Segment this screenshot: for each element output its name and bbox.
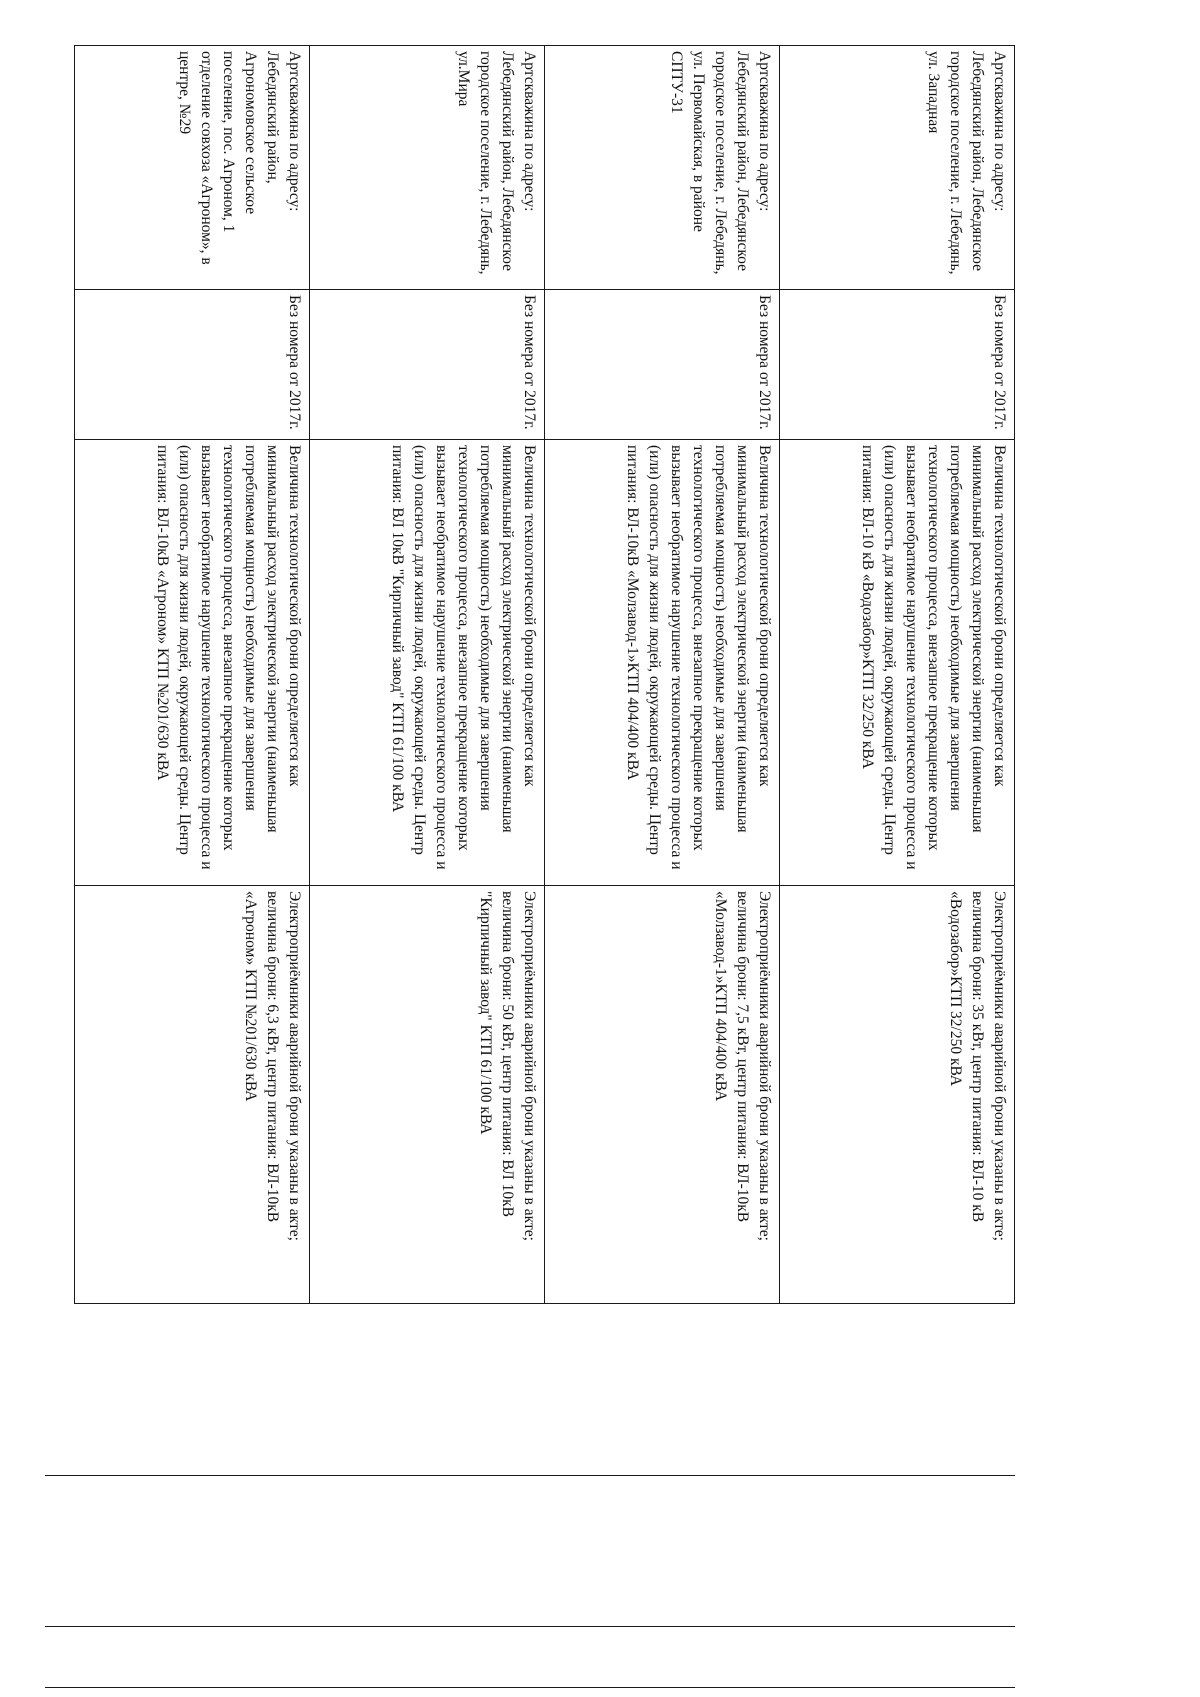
reserve-table: [74, 45, 1015, 1304]
emergency-reserve-cell: Электроприёмники аварийной брони указаны в акте; величина брони: 6,3 кВт, центр питания: ВЛ-10кВ «Агроном» КТП №201/630 кВА: [75, 886, 310, 1304]
table-row: [75, 46, 310, 1304]
address-cell: Артскважина по адресу: Лебедянский район, Лебедянское городское поселение, г. Лебедянь, ул.Мира: [310, 46, 545, 290]
act-number-cell: Без номера от 2017г.: [310, 290, 545, 440]
tech-reserve-cell: Величина технологической брони определяется как минимальный расход электрической энергии (наименьшая потребляемая мощность) необходимые для завершения технологического процесса, внезапное прекращение которых вызывает необратимое нарушение технологического процесса и (или) опасность для жизни людей, окружающей среды. Центр питания: ВЛ 10кВ "Кирпичный завод" КТП 61/100 кВА: [310, 440, 545, 886]
separator-line: [45, 1687, 1015, 1688]
tech-reserve-cell: Величина технологической брони определяется как минимальный расход электрической энергии (наименьшая потребляемая мощность) необходимые для завершения технологического процесса, внезапное прекращение которых вызывает необратимое нарушение технологического процесса и (или) опасность для жизни людей, окружающей среды. Центр питания: ВЛ-10 кВ «Водозабор»КТП 32/250 кВА: [780, 440, 1015, 886]
act-number-cell: Без номера от 2017г.: [780, 290, 1015, 440]
act-number-cell: Без номера от 2017г.: [545, 290, 780, 440]
tech-reserve-cell: Величина технологической брони определяется как минимальный расход электрической энергии (наименьшая потребляемая мощность) необходимые для завершения технологического процесса, внезапное прекращение которых вызывает необратимое нарушение технологического процесса и (или) опасность для жизни людей, окружающей среды. Центр питания: ВЛ-10кВ «Молзавод-1»КТП 404/400 кВА: [545, 440, 780, 886]
table-row: [545, 46, 780, 1304]
reserve-table-rotated: [75, 45, 1015, 1303]
address-cell: Артскважина по адресу: Лебедянский район, Лебедянское городское поселение, г. Лебедянь, ул. Западная: [780, 46, 1015, 290]
emergency-reserve-cell: Электроприёмники аварийной брони указаны в акте; величина брони: 7,5 кВт, центр питания: ВЛ-10кВ «Молзавод-1»КТП 404/400 кВА: [545, 886, 780, 1304]
separator-line: [45, 1626, 1015, 1627]
separator-line: [45, 1475, 1015, 1476]
act-number-cell: Без номера от 2017г.: [75, 290, 310, 440]
emergency-reserve-cell: Электроприёмники аварийной брони указаны в акте; величина брони: 35 кВт, центр питания: ВЛ-10 кВ «Водозабор»КТП 32/250 кВА: [780, 886, 1015, 1304]
tech-reserve-cell: Величина технологической брони определяется как минимальный расход электрической энергии (наименьшая потребляемая мощность) необходимые для завершения технологического процесса, внезапное прекращение которых вызывает необратимое нарушение технологического процесса и (или) опасность для жизни людей, окружающей среды. Центр питания: ВЛ-10кВ «Агроном» КТП №201/630 кВА: [75, 440, 310, 886]
table-row: [310, 46, 545, 1304]
emergency-reserve-cell: Электроприёмники аварийной брони указаны в акте; величина брони: 50 кВт, центр питания: ВЛ 10кВ "Кирпичный завод" КТП 61/100 кВА: [310, 886, 545, 1304]
address-cell: Артскважина по адресу: Лебедянский район, Агрономовское сельское поселение, пос. Агроном, 1 отделение совхоза «Агроном», в центре, №29: [75, 46, 310, 290]
address-cell: Артскважина по адресу: Лебедянский район, Лебедянское городское поселение, г. Лебедянь, ул. Первомайская, в районе СПТУ-31: [545, 46, 780, 290]
table-row: [780, 46, 1015, 1304]
